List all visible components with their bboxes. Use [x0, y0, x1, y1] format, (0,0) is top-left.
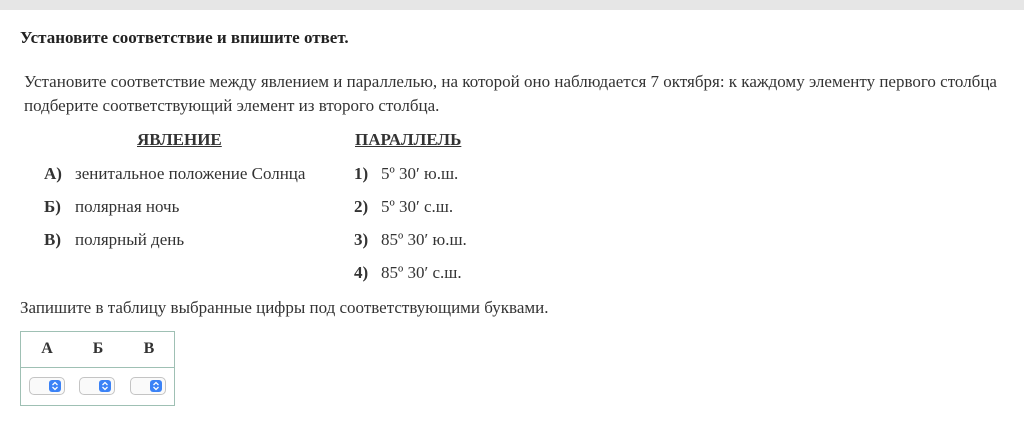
right-item-2: [354, 197, 453, 217]
select-arrows-icon: [150, 380, 162, 392]
answer-table-header: [21, 332, 174, 366]
question-text: Установите соответствие между явлением и параллелью, на которой оно наблюдается 7 октября: к каждому элементу первого столбца подберите соответствующий элемент из второго столбца.: [24, 72, 997, 115]
right-item-1: [354, 164, 458, 184]
item-text: 5º 30′ ю.ш.: [381, 164, 459, 183]
answer-select-b[interactable]: [79, 377, 115, 395]
answer-select-a[interactable]: [29, 377, 65, 395]
item-mark: 1): [354, 164, 369, 183]
answer-instruction: Запишите в таблицу выбранные цифры под соответствующими буквами.: [20, 298, 549, 317]
item-text: полярная ночь: [75, 197, 180, 216]
item-mark: Б): [44, 197, 61, 216]
item-text: 85º 30′ ю.ш.: [381, 230, 467, 249]
top-bar: [0, 0, 1024, 10]
item-mark: 2): [354, 197, 369, 216]
task-heading: Установите соответствие и впишите ответ.: [20, 28, 349, 47]
item-text: полярный день: [75, 230, 185, 249]
right-item-4: [354, 263, 462, 283]
item-text: 5º 30′ с.ш.: [381, 197, 454, 216]
answer-select-v[interactable]: [130, 377, 166, 395]
answer-letter-b: Б: [92, 340, 104, 357]
select-arrows-icon: [99, 380, 111, 392]
item-mark: А): [44, 164, 62, 183]
item-mark: 3): [354, 230, 369, 249]
column-header-parallel: ПАРАЛЛЕЛЬ: [355, 130, 462, 149]
select-arrows-icon: [49, 380, 61, 392]
left-item-b: [44, 197, 179, 217]
item-mark: 4): [354, 263, 369, 282]
answer-letter-a: А: [41, 340, 53, 357]
answer-letter-v: В: [143, 340, 155, 357]
right-item-3: [354, 230, 467, 250]
left-item-v: [44, 230, 184, 250]
item-mark: В): [44, 230, 61, 249]
item-text: 85º 30′ с.ш.: [381, 263, 462, 282]
column-header-phenomenon: ЯВЛЕНИЕ: [137, 130, 222, 149]
answer-table-divider: [21, 367, 174, 368]
answer-table: [20, 331, 175, 406]
item-text: зенитальное положение Солнца: [75, 164, 306, 183]
left-item-a: [44, 164, 305, 184]
